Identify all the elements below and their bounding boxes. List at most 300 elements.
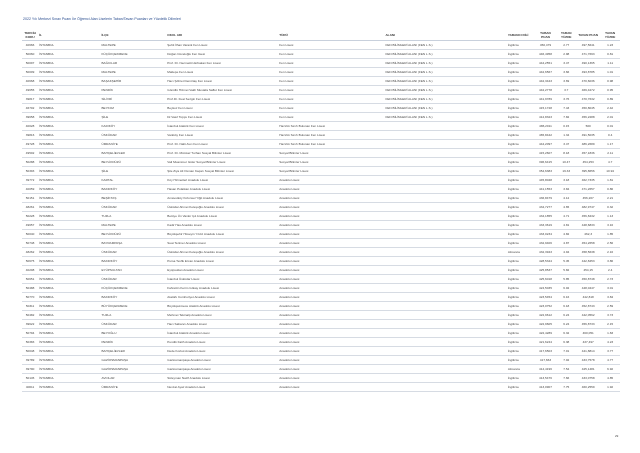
- page-number: 29: [615, 434, 619, 438]
- cell-yabanci-dil: İngilizce: [507, 158, 535, 167]
- cell-alani: [384, 131, 506, 140]
- cell-taban-yuzde: 6.24: [556, 320, 576, 329]
- cell-yabanci-dil: İngilizce: [507, 284, 535, 293]
- cell-il: İSTANBUL: [38, 131, 100, 140]
- cell-okul-adi: Üsküdar Ahmet Keleşoğlu Anadolu Lisesi: [166, 203, 278, 212]
- table-row: [22, 293, 620, 302]
- cell-yabanci-dil: İngilizce: [507, 374, 535, 383]
- cell-okul-adi: Büyükşehir Hüseyin Yıldız Anadolu Lisesi: [166, 230, 278, 239]
- header-ilce: İLÇE: [100, 30, 166, 41]
- cell-il: İSTANBUL: [38, 113, 100, 122]
- cell-tercih-kodu: 48262: [22, 248, 38, 257]
- cell-il: İSTANBUL: [38, 176, 100, 185]
- cell-tercih-kodu: 50145: [22, 374, 38, 383]
- table-row: [22, 374, 620, 383]
- cell-il: İSTANBUL: [38, 239, 100, 248]
- cell-taban-puan: 414,4196: [535, 365, 557, 374]
- table-header-row: [22, 30, 620, 41]
- cell-turu: Fen Lisesi: [278, 86, 384, 95]
- cell-tercih-kodu: 40666: [22, 41, 38, 50]
- cell-yabanci-dil: İngilizce: [507, 113, 535, 122]
- cell-alani: FEN BİLİMLERİ ALANI (FEN L.S.): [384, 59, 506, 68]
- table-row: [22, 176, 620, 185]
- cell-tercih-kodu: 40208: [22, 266, 38, 275]
- cell-tavan-yuzde: 2.42: [600, 104, 620, 113]
- cell-yabanci-dil: İngilizce: [507, 194, 535, 203]
- cell-yabanci-dil: İngilizce: [507, 329, 535, 338]
- cell-tercih-kodu: 40668: [22, 77, 38, 86]
- cell-tercih-kodu: 50288: [22, 158, 38, 167]
- cell-alani: FEN BİLİMLERİ ALANI (FEN L.S.): [384, 113, 506, 122]
- cell-turu: Anadolu Lisesi: [278, 311, 384, 320]
- cell-taban-yuzde: 7.75: [556, 383, 576, 392]
- cell-turu: Anadolu Lisesi: [278, 383, 384, 392]
- table-row: [22, 131, 620, 140]
- cell-taban-puan: 442,2778: [535, 86, 557, 95]
- cell-taban-puan: 354,6383: [535, 167, 557, 176]
- cell-tavan-yuzde: 0.98: [600, 77, 620, 86]
- cell-il: İSTANBUL: [38, 266, 100, 275]
- cell-tavan-puan: 469,4272: [576, 86, 600, 95]
- cell-tercih-kodu: 46702: [22, 104, 38, 113]
- cell-yabanci-dil: İngilizce: [507, 383, 535, 392]
- header-alani: ALANI: [384, 30, 506, 41]
- cell-tercih-kodu: 50770: [22, 293, 38, 302]
- table-row: [22, 266, 620, 275]
- cell-alani: [384, 140, 506, 149]
- cell-taban-yuzde: 6.02: [556, 284, 576, 293]
- cell-tavan-yuzde: 4.77: [600, 356, 620, 365]
- cell-ilce: ŞİLE: [100, 167, 166, 176]
- cell-il: İSTANBUL: [38, 374, 100, 383]
- cell-turu: Fen Lisesi: [278, 104, 384, 113]
- cell-yabanci-dil: İngilizce: [507, 149, 535, 158]
- cell-ilce: KÜÇÜKÇEKMECE: [100, 284, 166, 293]
- cell-taban-yuzde: 2.98: [556, 50, 576, 59]
- cell-turu: Anadolu Lisesi: [278, 176, 384, 185]
- cell-turu: Fen Lisesi: [278, 41, 384, 50]
- cell-yabanci-dil: İngilizce: [507, 302, 535, 311]
- cell-taban-yuzde: 6.38: [556, 338, 576, 347]
- cell-tercih-kodu: 50060: [22, 50, 38, 59]
- cell-ilce: ÜMRANİYE: [100, 383, 166, 392]
- cell-tavan-puan: 450,8748: [576, 275, 600, 284]
- cell-taban-puan: 421,6244: [535, 338, 557, 347]
- cell-il: İSTANBUL: [38, 293, 100, 302]
- cell-okul-adi: Pendik Fatih Anadolu Lisesi: [166, 338, 278, 347]
- cell-tavan-puan: 497,5641: [576, 41, 600, 50]
- cell-tavan-puan: 454,15: [576, 266, 600, 275]
- cell-tavan-yuzde: 2.4: [600, 266, 620, 275]
- cell-yabanci-dil: İngilizce: [507, 338, 535, 347]
- cell-taban-puan: 450,479: [535, 41, 557, 50]
- cell-okul-adi: Pursa Tevfik Ercan Anadolu Lisesi: [166, 257, 278, 266]
- cell-yabanci-dil: İngilizce: [507, 167, 535, 176]
- cell-tavan-yuzde: 0.81: [600, 50, 620, 59]
- cell-okul-adi: Dede Korkut Anadolu Lisesi: [166, 347, 278, 356]
- cell-il: İSTANBUL: [38, 302, 100, 311]
- cell-tavan-yuzde: 1.81: [600, 176, 620, 185]
- table-row: [22, 248, 620, 257]
- cell-tercih-kodu: 50651: [22, 275, 38, 284]
- header-tercih-kodu: TERCİH KODU: [22, 30, 38, 41]
- cell-taban-yuzde: 7.02: [556, 356, 576, 365]
- cell-okul-adi: Amavutköy Kırkınsel Yiğit Anadolu Lisesi: [166, 194, 278, 203]
- cell-alani: [384, 257, 506, 266]
- cell-taban-puan: 434,7277: [535, 203, 557, 212]
- cell-tavan-puan: 433,7578: [576, 356, 600, 365]
- cell-taban-puan: 432,9406: [535, 239, 557, 248]
- cell-okul-adi: Büyükçekmece Atatürk Anadolu Lisesi: [166, 302, 278, 311]
- cell-taban-yuzde: 3.76: [556, 95, 576, 104]
- table-row: [22, 86, 620, 95]
- cell-alani: FEN BİLİMLERİ ALANI (FEN L.S.): [384, 68, 506, 77]
- cell-taban-puan: 465,8442: [535, 131, 557, 140]
- cell-alani: FEN BİLİMLERİ ALANI (FEN L.S.): [384, 95, 506, 104]
- table-row: [22, 41, 620, 50]
- cell-turu: Hazırlık Sınıfı Bulunan Fen Lisesi: [278, 140, 384, 149]
- cell-ilce: BÜYÜKÇEKMECE: [100, 302, 166, 311]
- cell-tercih-kodu: 50675: [22, 257, 38, 266]
- cell-tavan-puan: 442,0562: [576, 311, 600, 320]
- cell-tavan-yuzde: 2.56: [600, 239, 620, 248]
- cell-alani: [384, 149, 506, 158]
- cell-taban-puan: 412,8323: [535, 113, 557, 122]
- cell-taban-puan: 415,2607: [535, 149, 557, 158]
- cell-alani: [384, 194, 506, 203]
- cell-taban-yuzde: 7.82: [556, 113, 576, 122]
- cell-alani: [384, 383, 506, 392]
- cell-il: İSTANBUL: [38, 230, 100, 239]
- cell-taban-puan: 425,6018: [535, 275, 557, 284]
- cell-okul-adi: Kadir Has Anadolu Lisesi: [166, 221, 278, 230]
- cell-ilce: BEŞİKTAŞ: [100, 194, 166, 203]
- cell-tavan-puan: 470,6036: [576, 77, 600, 86]
- table-row: [22, 68, 620, 77]
- cell-tavan-puan: 458,5638: [576, 248, 600, 257]
- header-il: İL: [38, 30, 100, 41]
- table-row: [22, 149, 620, 158]
- cell-tercih-kodu: 50488: [22, 284, 38, 293]
- cell-tavan-yuzde: 1.23: [600, 41, 620, 50]
- cell-turu: Anadolu Lisesi: [278, 185, 384, 194]
- cell-il: İSTANBUL: [38, 212, 100, 221]
- table-row: [22, 212, 620, 221]
- cell-turu: Anadolu Lisesi: [278, 302, 384, 311]
- cell-turu: Sosyal Bilimler Lisesi: [278, 158, 384, 167]
- cell-taban-yuzde: 6.18: [556, 302, 576, 311]
- cell-okul-adi: Gaziosmanpaşa Anadolu Lisesi: [166, 356, 278, 365]
- cell-okul-adi: Köy Hizmetleri Anadolu Lisesi: [166, 176, 278, 185]
- cell-yabanci-dil: İngilizce: [507, 86, 535, 95]
- cell-taban-puan: 445,8048: [535, 176, 557, 185]
- cell-tercih-kodu: 50151: [22, 194, 38, 203]
- cell-okul-adi: Vali Muammer Güler Sosyal Bilimler Lisesi: [166, 158, 278, 167]
- cell-yabanci-dil: İngilizce: [507, 320, 535, 329]
- cell-ilce: ÜSKÜDAR: [100, 320, 166, 329]
- cell-taban-yuzde: 3.66: [556, 68, 576, 77]
- cell-tercih-kodu: 39622: [22, 320, 38, 329]
- cell-alani: [384, 185, 506, 194]
- table-row: [22, 167, 620, 176]
- cell-tavan-puan: 442,8453: [576, 257, 600, 266]
- cell-taban-yuzde: 5.45: [556, 257, 576, 266]
- cell-ilce: BAKIRKÖY: [100, 257, 166, 266]
- cell-tavan-yuzde: 6.92: [600, 365, 620, 374]
- cell-tavan-yuzde: 2.11: [600, 149, 620, 158]
- cell-yabanci-dil: Almanca: [507, 248, 535, 257]
- cell-okul-adi: Beykoz Fen Lisesi: [166, 104, 278, 113]
- cell-tavan-puan: 450,8045: [576, 104, 600, 113]
- cell-okul-adi: Hacı Şöhret Demirtaş Fen Lisesi: [166, 77, 278, 86]
- cell-tavan-yuzde: 0.95: [600, 86, 620, 95]
- cell-yabanci-dil: İngilizce: [507, 275, 535, 284]
- cell-yabanci-dil: İngilizce: [507, 230, 535, 239]
- cell-taban-yuzde: 7.66: [556, 374, 576, 383]
- cell-turu: Sosyal Bilimler Lisesi: [278, 167, 384, 176]
- cell-taban-puan: 423,0752: [535, 302, 557, 311]
- cell-tavan-puan: 471,2657: [576, 185, 600, 194]
- cell-turu: Anadolu Lisesi: [278, 293, 384, 302]
- cell-tercih-kodu: 49502: [22, 149, 38, 158]
- cell-alani: [384, 167, 506, 176]
- cell-ilce: ÜSKÜDAR: [100, 275, 166, 284]
- cell-alani: [384, 365, 506, 374]
- cell-tercih-kodu: 50097: [22, 59, 38, 68]
- cell-tavan-yuzde: 2.21: [600, 194, 620, 203]
- cell-tavan-puan: 462,7335: [576, 176, 600, 185]
- cell-il: İSTANBUL: [38, 203, 100, 212]
- cell-tercih-kodu: 50794: [22, 329, 38, 338]
- cell-taban-yuzde: 6.32: [556, 329, 576, 338]
- cell-yabanci-dil: İngilizce: [507, 59, 535, 68]
- cell-tavan-yuzde: 3.77: [600, 347, 620, 356]
- cell-il: İSTANBUL: [38, 365, 100, 374]
- cell-taban-yuzde: 6.16: [556, 293, 576, 302]
- cell-il: İSTANBUL: [38, 329, 100, 338]
- cell-tavan-puan: 454,2658: [576, 239, 600, 248]
- cell-ilce: BAYRAMPAŞA: [100, 239, 166, 248]
- cell-ilce: BAHÇELİEVLER: [100, 149, 166, 158]
- cell-tavan-puan: 460,051: [576, 329, 600, 338]
- cell-ilce: BAKIRKÖY: [100, 293, 166, 302]
- cell-taban-puan: 396,6415: [535, 158, 557, 167]
- header-okul-adi: OKUL ADI: [166, 30, 278, 41]
- cell-taban-yuzde: 0.15: [556, 122, 576, 131]
- cell-tavan-yuzde: 4.23: [600, 338, 620, 347]
- table-row: [22, 221, 620, 230]
- cell-ilce: BAKIRKÖY: [100, 185, 166, 194]
- cell-tavan-yuzde: 3.73: [600, 311, 620, 320]
- cell-ilce: ÜMRANİYE: [100, 140, 166, 149]
- cell-tavan-puan: 471,7693: [576, 50, 600, 59]
- cell-tavan-puan: 452,8743: [576, 302, 600, 311]
- cell-tavan-puan: 500: [576, 122, 600, 131]
- table-row: [22, 77, 620, 86]
- table-row: [22, 347, 620, 356]
- cell-yabanci-dil: İngilizce: [507, 77, 535, 86]
- cell-il: İSTANBUL: [38, 104, 100, 113]
- cell-okul-adi: Hacı Sabancı Anadolu Lisesi: [166, 320, 278, 329]
- table-row: [22, 194, 620, 203]
- cell-taban-puan: 422,4289: [535, 329, 557, 338]
- cell-alani: [384, 302, 506, 311]
- cell-taban-yuzde: 3.47: [556, 59, 576, 68]
- cell-alani: [384, 374, 506, 383]
- cell-tercih-kodu: 50482: [22, 311, 38, 320]
- table-row: [22, 104, 620, 113]
- cell-il: İSTANBUL: [38, 347, 100, 356]
- cell-taban-puan: 433,3619: [535, 221, 557, 230]
- cell-turu: Fen Lisesi: [278, 50, 384, 59]
- cell-taban-puan: 434,1855: [535, 212, 557, 221]
- cell-yabanci-dil: İngilizce: [507, 293, 535, 302]
- cell-taban-puan: 422,9612: [535, 311, 557, 320]
- cell-il: İSTANBUL: [38, 95, 100, 104]
- cell-tavan-puan: 442,818: [576, 293, 600, 302]
- cell-tavan-yuzde: 3.86: [600, 257, 620, 266]
- cell-taban-yuzde: 7.01: [556, 347, 576, 356]
- table-row: [22, 122, 620, 131]
- cell-ilce: BEYLİKDÜZÜ: [100, 230, 166, 239]
- cell-tavan-yuzde: 2.16: [600, 248, 620, 257]
- cell-taban-yuzde: 5.82: [556, 266, 576, 275]
- cell-okul-adi: Üsküdar Ahmet Keleşoğlu Anadolu Lisesi: [166, 248, 278, 257]
- cell-turu: Fen Lisesi: [278, 95, 384, 104]
- cell-turu: Anadolu Lisesi: [278, 329, 384, 338]
- cell-tavan-yuzde: 1.01: [600, 68, 620, 77]
- cell-tavan-yuzde: 1.92: [600, 383, 620, 392]
- cell-il: İSTANBUL: [38, 158, 100, 167]
- cell-turu: Anadolu Lisesi: [278, 338, 384, 347]
- cell-okul-adi: Eyüpsultan Anadolu Lisesi: [166, 266, 278, 275]
- cell-il: İSTANBUL: [38, 257, 100, 266]
- cell-taban-puan: 417,663: [535, 356, 557, 365]
- cell-alani: [384, 347, 506, 356]
- cell-tavan-yuzde: 3.01: [600, 284, 620, 293]
- cell-taban-yuzde: 4.87: [556, 239, 576, 248]
- cell-yabanci-dil: Almanca: [507, 365, 535, 374]
- cell-alani: FEN BİLİMLERİ ALANI (FEN L.S.): [384, 41, 506, 50]
- cell-ilce: BAŞAKŞEHİR: [100, 77, 166, 86]
- cell-il: İSTANBUL: [38, 311, 100, 320]
- cell-turu: Fen Lisesi: [278, 77, 384, 86]
- cell-il: İSTANBUL: [38, 221, 100, 230]
- cell-turu: Anadolu Lisesi: [278, 239, 384, 248]
- header-yabanci-dil: YABANCI DİLİ: [507, 30, 535, 41]
- cell-il: İSTANBUL: [38, 68, 100, 77]
- cell-taban-yuzde: 10.47: [556, 158, 576, 167]
- table-row: [22, 113, 620, 122]
- cell-turu: Anadolu Lisesi: [278, 284, 384, 293]
- cell-il: İSTANBUL: [38, 338, 100, 347]
- cell-yabanci-dil: İngilizce: [507, 347, 535, 356]
- cell-ilce: ÜSKÜDAR: [100, 248, 166, 257]
- cell-il: İSTANBUL: [38, 284, 100, 293]
- cell-turu: Fen Lisesi: [278, 113, 384, 122]
- cell-okul-adi: Dr.Vasıf Topçu Fen Lisesi: [166, 113, 278, 122]
- cell-taban-yuzde: 1.34: [556, 131, 576, 140]
- cell-tavan-yuzde: 1.83: [600, 329, 620, 338]
- cell-il: İSTANBUL: [38, 122, 100, 131]
- cell-taban-puan: 442,3443: [535, 77, 557, 86]
- table-row: [22, 383, 620, 392]
- header-tavan-yuzde: TAVAN YÜZDE: [600, 30, 620, 41]
- cell-taban-yuzde: 3.18: [556, 176, 576, 185]
- cell-ilce: PENDİK: [100, 338, 166, 347]
- table-row: [22, 203, 620, 212]
- cell-yabanci-dil: İngilizce: [507, 95, 535, 104]
- cell-tercih-kodu: 40011: [22, 383, 38, 392]
- cell-ilce: TUZLA: [100, 311, 166, 320]
- cell-okul-adi: Mehmet Tekinalp Anadolu Lisesi: [166, 311, 278, 320]
- cell-tavan-puan: 454,253: [576, 158, 600, 167]
- cell-alani: [384, 320, 506, 329]
- cell-ilce: SİLİVRİ: [100, 95, 166, 104]
- cell-yabanci-dil: İngilizce: [507, 68, 535, 77]
- table-row: [22, 284, 620, 293]
- cell-il: İSTANBUL: [38, 185, 100, 194]
- header-taban-puan: TABAN PUAN: [535, 30, 557, 41]
- cell-tavan-yuzde: 2.59: [600, 302, 620, 311]
- cell-taban-yuzde: 3.84: [556, 185, 576, 194]
- cell-taban-yuzde: 3.47: [556, 140, 576, 149]
- cell-yabanci-dil: İngilizce: [507, 221, 535, 230]
- cell-alani: [384, 122, 506, 131]
- cell-okul-adi: Betüye Ün Vankır Işıl Anadolu Lisesi: [166, 212, 278, 221]
- cell-ilce: TUZLA: [100, 212, 166, 221]
- cell-alani: [384, 275, 506, 284]
- cell-yabanci-dil: İngilizce: [507, 131, 535, 140]
- cell-ilce: MALTEPE: [100, 68, 166, 77]
- cell-tavan-yuzde: 0.4: [600, 131, 620, 140]
- cell-tavan-yuzde: 1.11: [600, 59, 620, 68]
- cell-tercih-kodu: 50040: [22, 230, 38, 239]
- cell-alani: [384, 239, 506, 248]
- table-row: [22, 275, 620, 284]
- cell-okul-adi: Prof. Dr. Nabi Avcı Fen Lisesi: [166, 140, 278, 149]
- cell-ilce: ÜSKÜDAR: [100, 203, 166, 212]
- cell-yabanci-dil: İngilizce: [507, 203, 535, 212]
- table-row: [22, 302, 620, 311]
- cell-yabanci-dil: İngilizce: [507, 185, 535, 194]
- header-tavan-puan: TAVAN PUAN: [576, 30, 600, 41]
- cell-okul-adi: İstanbul Atatürk Anadolu Lisesi: [166, 329, 278, 338]
- cell-tavan-puan: 456,8733: [576, 320, 600, 329]
- cell-alani: [384, 248, 506, 257]
- cell-tavan-puan: 395,8656: [576, 167, 600, 176]
- cell-tavan-puan: 457,1836: [576, 149, 600, 158]
- cell-tercih-kodu: 49728: [22, 140, 38, 149]
- cell-ilce: BEYKOZ: [100, 104, 166, 113]
- cell-turu: Fen Lisesi: [278, 59, 384, 68]
- cell-tercih-kodu: 49655: [22, 86, 38, 95]
- cell-turu: Anadolu Lisesi: [278, 266, 384, 275]
- cell-tercih-kodu: 50311: [22, 302, 38, 311]
- header-turu: TÜRÜ: [278, 30, 384, 41]
- cell-alani: [384, 176, 506, 185]
- cell-taban-puan: 425,8537: [535, 266, 557, 275]
- cell-okul-adi: Şile Ziya Ali Osman Kaçarı Sosyal Bilimler Lisesi: [166, 167, 278, 176]
- cell-okul-adi: Doğan Cüceloğlu Fen lisesi: [166, 50, 278, 59]
- cell-taban-yuzde: 3.7: [556, 86, 576, 95]
- cell-tavan-yuzde: 1.13: [600, 212, 620, 221]
- cell-okul-adi: Atatürk Cumhuriyet Anadolu Lisesi: [166, 293, 278, 302]
- cell-taban-yuzde: 7.54: [556, 365, 576, 374]
- cell-tavan-yuzde: 2.01: [600, 113, 620, 122]
- cell-il: İSTANBUL: [38, 167, 100, 176]
- table-row: [22, 356, 620, 365]
